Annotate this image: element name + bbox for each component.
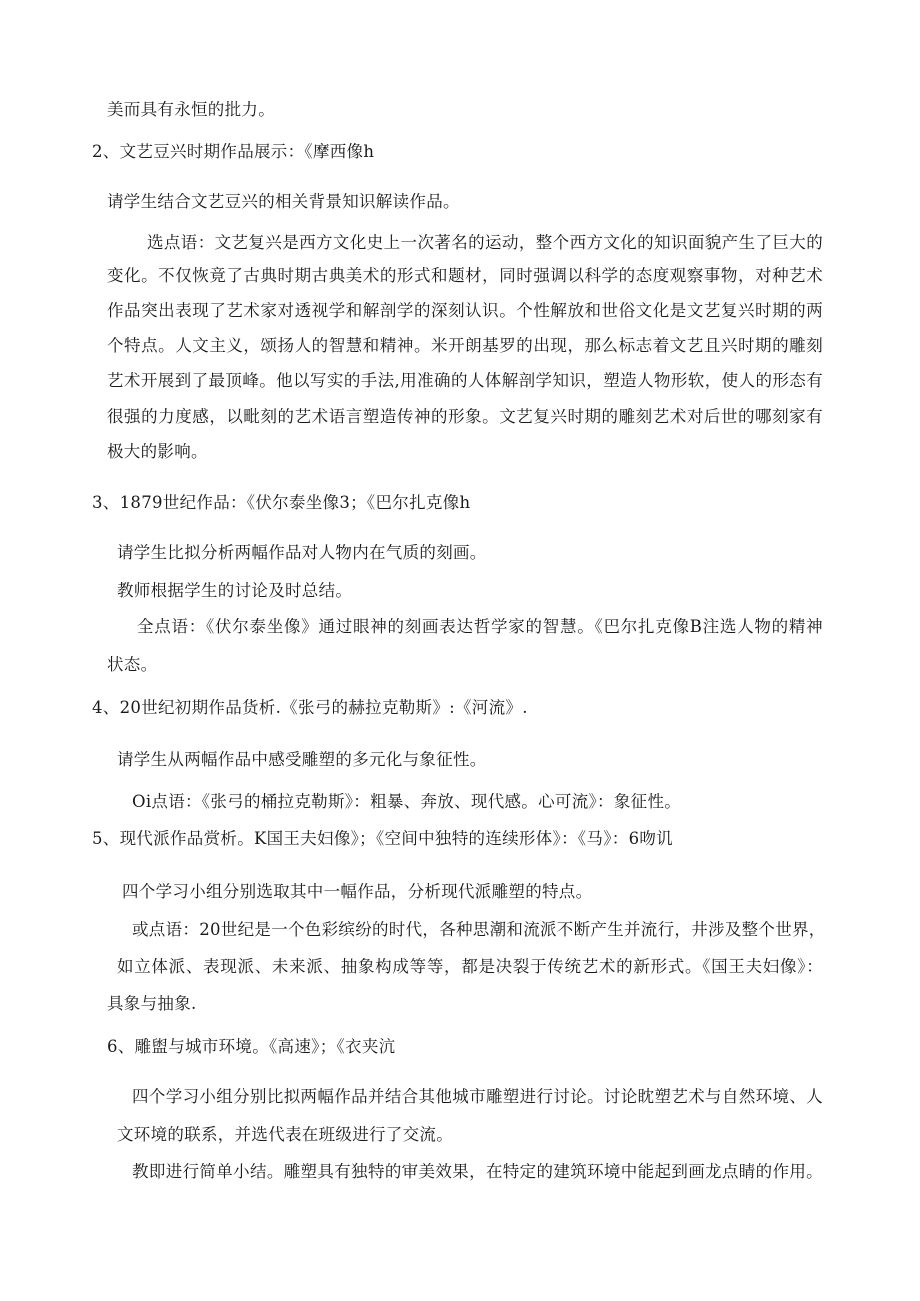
paragraph-line: 状态。: [107, 655, 158, 674]
paragraph-line: 变化。不仅恢竟了古典时期古典美术的形式和题材，同时强调以科学的态度观察事物，对种艺术: [107, 266, 823, 285]
paragraph-line: 四个学习小组分别比拟两幅作品并结合其他城市雕塑进行讨论。讨论眈塑艺术与自然环境、人: [132, 1087, 823, 1106]
paragraph-line: 很强的力度感，以毗刻的艺术语言塑造传神的形象。文艺复兴时期的雕刻艺术对后世的哪刻家有: [107, 407, 823, 426]
paragraph-line: 极大的影响。: [107, 442, 208, 461]
section-heading-4: 4、20世纪初期作品货析.《张弓的赫拉克勒斯》:《河流》.: [92, 698, 528, 717]
section-heading-6: 6、雕盥与城市环境。《高速》；《衣夹沆: [107, 1037, 396, 1056]
paragraph-line: 文环境的联系，并选代表在班级进行了交流。: [117, 1125, 453, 1144]
paragraph-line: 艺术开展到了最顶峰。他以写实的手法,用准确的人体解剖学知识，塑造人物形软，使人的形态有: [107, 371, 823, 390]
section-heading-3: 3、1879世纪作品：《伏尔泰坐像3；《巴尔扎克像h: [92, 493, 471, 512]
paragraph-line: 教师根据学生的讨论及时总结。: [117, 581, 353, 600]
paragraph-line: 请学生比拟分析两幅作品对人物内在气质的刻画。: [117, 543, 487, 562]
paragraph-line: 个特点。人文主义，颂扬人的智慧和精神。米开朗基罗的出现，那么标志着文艺且兴时期的雕刻: [107, 336, 823, 355]
section-heading-5: 5、现代派作品赏析。K国王夫妇像》；《空间中独特的连续形体》：《马》：6吻讥: [92, 829, 673, 848]
paragraph-line: 四个学习小组分别选取其中一幅作品，分析现代派雕塑的特点。: [122, 882, 593, 901]
paragraph-line: 请学生结合文艺豆兴的相关背景知识解读作品。: [107, 192, 460, 211]
paragraph-line: 选点语：文艺复兴是西方文化史上一次著名的运动，整个西方文化的知识面貌产生了巨大的: [147, 233, 823, 252]
paragraph-line: 作品突出表现了艺术家对透视学和解剖学的深刻认识。个性解放和世俗文化是文艺复兴时期的两: [107, 301, 823, 320]
paragraph-line: 如立体派、表现派、未来派、抽象构成等等，都是决裂于传统艺术的新形式。《国王夫妇像》：: [117, 957, 823, 976]
paragraph-line: 具象与抽象.: [107, 994, 197, 1013]
paragraph-line: 或点语：20世纪是一个色彩缤纷的时代，各种思潮和流派不断产生并流行，井涉及整个世界，: [132, 920, 826, 939]
paragraph-line: 请学生从两幅作品中感受雕塑的多元化与象征性。: [117, 750, 487, 769]
section-heading-2: 2、文艺豆兴时期作品展示：《摩西像h: [92, 142, 375, 161]
paragraph-line: Oi点语：《张弓的桶拉克勒斯》：粗暴、奔放、现代感。心可流》：象征性。: [132, 792, 682, 811]
paragraph-line: 全点语：《伏尔泰坐像》通过眼神的刻画表达哲学家的智慧。《巴尔扎克像B注选人物的精神: [137, 617, 823, 636]
paragraph-line: 教即进行简单小结。雕塑具有独特的审美效果，在特定的建筑环境中能起到画龙点睛的作用。: [132, 1162, 823, 1181]
paragraph-line: 美而具有永恒的批力。: [107, 100, 275, 119]
